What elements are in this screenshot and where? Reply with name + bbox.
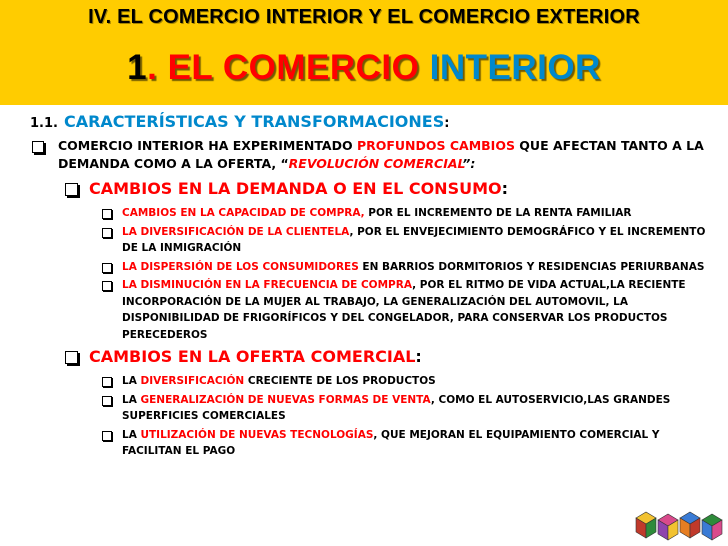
- demanda-heading-suffix: :: [501, 179, 509, 198]
- demanda-item-highlight: CAMBIOS EN LA CAPACIDAD DE COMPRA,: [122, 207, 365, 219]
- checkbox-bullet-icon: [102, 396, 112, 406]
- demanda-item-text: , POR EL RITMO DE VIDA ACTUAL,LA RECIENTE INCORPORACIÓN DE LA MUJER AL TRABAJO, LA GENERALIZACIÓN DEL AUTOMOVIL, LA DISPONIBILIDAD DE FRIGORÍFICOS Y DEL CONGELADOR, PARA CONSERVAR LOS PRODUCTOS PERECEDEROS: [122, 279, 686, 341]
- intro-text-3: ”:: [462, 156, 476, 171]
- section-heading: [30, 112, 716, 131]
- oferta-item: [100, 373, 716, 390]
- demanda-heading-text: CAMBIOS EN LA DEMANDA O EN EL CONSUMO: [89, 179, 502, 198]
- oferta-item-text: , COMO EL AUTOSERVICIO,LAS GRANDES SUPERFICIES COMERCIALES: [122, 393, 671, 422]
- demanda-item: [100, 224, 716, 257]
- checkbox-bullet-icon: [102, 377, 112, 387]
- title-part-2: INTERIOR: [429, 48, 601, 87]
- oferta-heading-text: CAMBIOS EN LA OFERTA COMERCIAL: [89, 347, 416, 366]
- checkbox-bullet-icon: [32, 141, 44, 153]
- checkbox-bullet-icon: [65, 183, 78, 196]
- checkbox-bullet-icon: [102, 431, 112, 441]
- intro-text-2: QUE AFECTAN TANTO A LA DEMANDA COMO A LA OFERTA, “: [58, 138, 704, 171]
- oferta-item-pre: LA: [122, 428, 141, 441]
- section-number: 1.1.: [30, 116, 58, 131]
- decorative-cubes-icon: [634, 506, 724, 542]
- demanda-item: [100, 205, 716, 222]
- intro-item: [30, 137, 716, 173]
- title-part-1: EL COMERCIO: [167, 48, 430, 87]
- demanda-item-highlight: LA DISMINUCIÓN EN LA FRECUENCIA DE COMPRA: [122, 279, 413, 291]
- section-suffix: :: [444, 116, 450, 131]
- demanda-item-text: , POR EL ENVEJECIMIENTO DEMOGRÁFICO Y EL INCREMENTO DE LA INMIGRACIÓN: [122, 225, 706, 254]
- intro-text-1: COMERCIO INTERIOR HA EXPERIMENTADO: [58, 138, 357, 153]
- demanda-item: [100, 277, 716, 343]
- title-number: 1: [127, 48, 148, 87]
- oferta-item-text: CRECIENTE DE LOS PRODUCTOS: [244, 375, 436, 387]
- slide-title: [0, 48, 728, 88]
- oferta-item: [100, 392, 716, 425]
- checkbox-bullet-icon: [102, 209, 112, 219]
- demanda-item: [100, 259, 716, 276]
- oferta-item-pre: LA: [122, 375, 141, 387]
- oferta-item: [100, 427, 716, 460]
- oferta-heading-suffix: :: [415, 347, 422, 366]
- checkbox-bullet-icon: [102, 281, 112, 291]
- checkbox-bullet-icon: [102, 263, 112, 273]
- intro-highlight-1: PROFUNDOS CAMBIOS: [356, 138, 515, 153]
- section-title: CARACTERÍSTICAS Y TRANSFORMACIONES: [63, 112, 445, 131]
- title-dot: .: [147, 48, 168, 87]
- oferta-item-highlight: GENERALIZACIÓN DE NUEVAS FORMAS DE VENTA: [140, 393, 431, 406]
- demanda-item-highlight: LA DIVERSIFICACIÓN DE LA CLIENTELA: [122, 225, 350, 238]
- demanda-heading: [63, 179, 716, 199]
- oferta-item-highlight: UTILIZACIÓN DE NUEVAS TECNOLOGÍAS: [140, 428, 374, 441]
- checkbox-bullet-icon: [102, 228, 112, 238]
- checkbox-bullet-icon: [65, 351, 78, 364]
- intro-highlight-2: REVOLUCIÓN COMERCIAL: [288, 156, 463, 171]
- oferta-item-pre: LA: [122, 393, 141, 406]
- oferta-item-text: , QUE MEJORAN EL EQUIPAMIENTO COMERCIAL Y FACILITAN EL PAGO: [122, 428, 660, 457]
- oferta-item-highlight: DIVERSIFICACIÓN: [140, 375, 245, 387]
- title-banner: [0, 0, 728, 105]
- slide-content: [30, 112, 716, 462]
- demanda-item-text: EN BARRIOS DORMITORIOS Y RESIDENCIAS PERIURBANAS: [358, 260, 705, 273]
- oferta-heading: [63, 347, 716, 367]
- demanda-item-highlight: LA DISPERSIÓN DE LOS CONSUMIDORES: [122, 260, 359, 273]
- demanda-item-text: POR EL INCREMENTO DE LA RENTA FAMILIAR: [364, 207, 632, 219]
- chapter-title: IV. EL COMERCIO INTERIOR Y EL COMERCIO EXTERIOR: [88, 6, 640, 28]
